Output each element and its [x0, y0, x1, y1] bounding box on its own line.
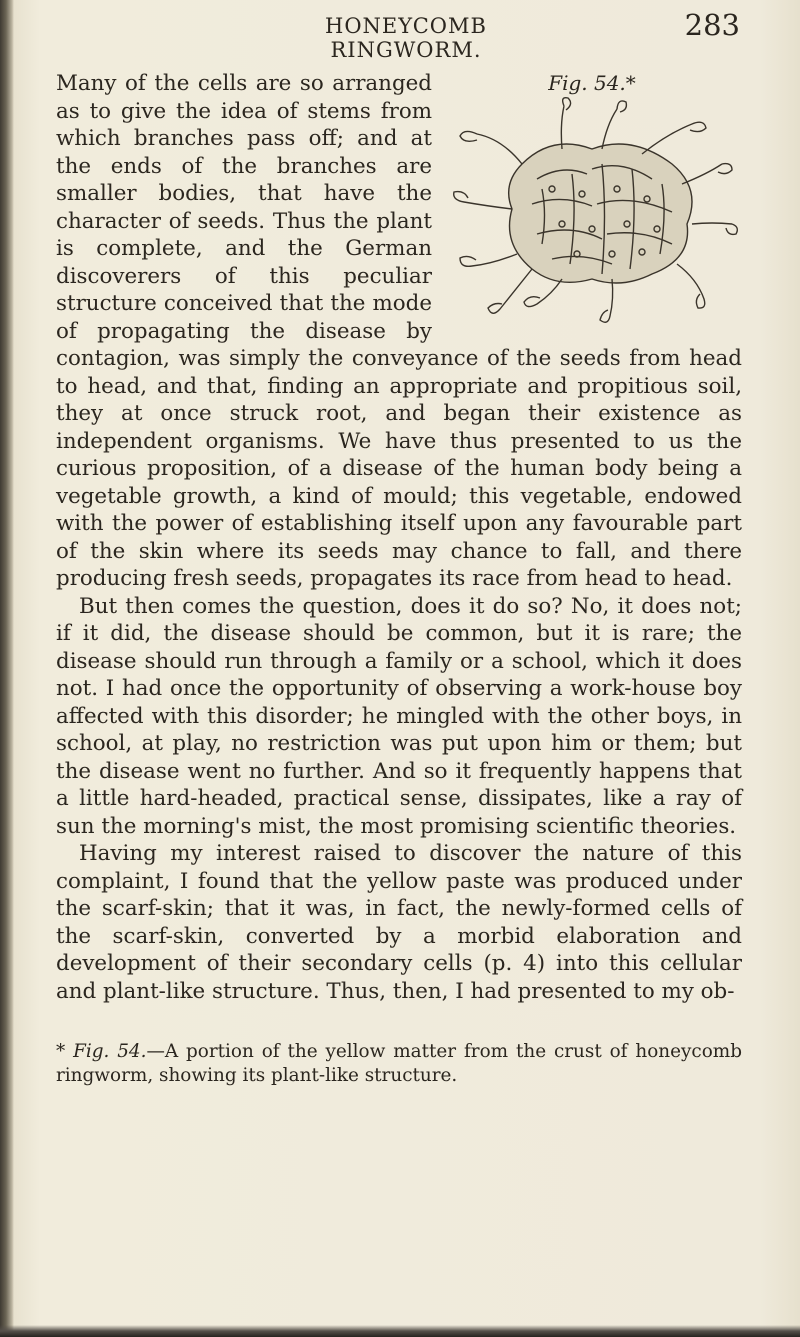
- figure-caption-label: Fig. 54.*: [548, 71, 636, 95]
- page-binding-edge: [0, 0, 14, 1337]
- figure-54: [442, 72, 742, 342]
- body-text: [56, 70, 742, 1005]
- page-number: 283: [684, 8, 740, 42]
- running-head: HONEYCOMB RINGWORM.: [325, 14, 487, 62]
- footnote-text: —A portion of the yellow matter from the crust of honeycomb ringworm, showing its plant-like structure.: [56, 1041, 742, 1086]
- footnote-marker: *: [56, 1041, 74, 1062]
- paragraph-3: Having my interest raised to discover the nature of this complaint, I found that the yellow paste was produced under the scarf-skin; that it was, in fact, the newly-formed cells of the scarf-skin, converted by a morbid elaboration and development of their secondary cells (p. 4) into this cellular and plant-like structure. Thus, then, I had presented to my ob-: [56, 841, 742, 1004]
- footnote-figure-ref: Fig. 54.: [73, 1041, 147, 1062]
- plant-structure-illustration: [442, 94, 742, 334]
- footnote: [56, 1040, 742, 1088]
- paragraph-1: Many of the cells are so arranged as to give the idea of stems from which branches pass off; and at the ends of the branches are smaller bodies, that have the character of seeds. Thus the plant is complete, and the German discoverers of this peculiar structure conceived that the mode of propagating the disease by contagion, was simply the conveyance of the seeds from head to head, and that, finding an appropriate and propitious soil, they at once struck root, and began their existence as independent organisms. We have thus presented to us the curious proposition, of a disease of the human body being a vegetable growth, a kind of mould; this vegetable, endowed with the power of establishing itself upon any favourable part of the skin where its seeds may chance to fall, and there producing fresh seeds, propagates its race from head to head.: [56, 71, 742, 591]
- paragraph-2: But then comes the question, does it do so? No, it does not; if it did, the disease should be common, but it is rare; the disease should run through a family or a school, which it does not. I had once the opportunity of observing a work-house boy affected with this disorder; he mingled with the other boys, in school, at play, no restriction was put upon him or them; but the disease went no further. And so it frequently happens that a little hard-headed, practical sense, dissipates, like a ray of sun the morning's mist, the most promising scientific theories.: [56, 593, 742, 839]
- page-bottom-edge: [0, 1325, 800, 1337]
